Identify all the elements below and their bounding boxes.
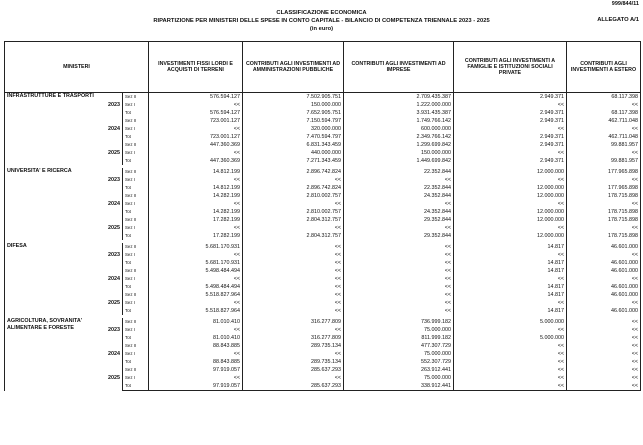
ministry-name: DIFESA [5, 243, 101, 315]
row-type: Sez II [125, 292, 137, 297]
amount-cell: 97.919.057 [149, 366, 243, 374]
column-header-contributi-estero: CONTRIBUTI AGLI INVESTIMENTI A ESTERO [567, 42, 641, 93]
expenditure-table [4, 41, 641, 391]
row-type: Sez I [125, 276, 136, 281]
amount-cell: 5.000.000 [454, 318, 567, 326]
amount-cell: 12.000.000 [454, 232, 567, 240]
row-type: Sez I [125, 201, 136, 206]
table-row [5, 366, 641, 374]
amount-cell: 46.601.000 [567, 267, 641, 275]
amount-cell: 5.681.170.931 [149, 259, 243, 267]
amount-cell: 14.817 [454, 259, 567, 267]
amount-cell: << [149, 149, 243, 157]
amount-cell: << [454, 350, 567, 358]
amount-cell: << [454, 224, 567, 232]
amount-cell: << [567, 149, 641, 157]
fiscal-year: 2024 [101, 342, 123, 366]
amount-cell: << [344, 267, 454, 275]
fiscal-year: 2025 [101, 291, 123, 315]
amount-cell: 5.498.484.494 [149, 267, 243, 275]
amount-cell: 736.999.182 [344, 318, 454, 326]
amount-cell: << [344, 283, 454, 291]
table-row [5, 117, 641, 125]
amount-cell: 81.010.410 [149, 334, 243, 342]
amount-cell: << [243, 200, 344, 208]
amount-cell: 462.711.048 [567, 133, 641, 141]
amount-cell: 2.896.742.824 [243, 168, 344, 176]
amount-cell: << [149, 224, 243, 232]
amount-cell: 5.498.484.494 [149, 283, 243, 291]
amount-cell: 6.831.343.459 [243, 141, 344, 149]
amount-cell: << [454, 176, 567, 184]
amount-cell: 2.810.002.757 [243, 208, 344, 216]
row-type: Sez I [125, 300, 136, 305]
amount-cell: 2.949.371 [454, 157, 567, 165]
amount-cell: << [344, 200, 454, 208]
row-type: Sez I [125, 150, 136, 155]
amount-cell: << [454, 149, 567, 157]
amount-cell: 12.000.000 [454, 216, 567, 224]
amount-cell: 2.949.371 [454, 109, 567, 117]
fiscal-year: 2024 [101, 117, 123, 141]
amount-cell: 2.709.435.387 [344, 93, 454, 102]
amount-cell: 17.282.199 [149, 232, 243, 240]
amount-cell: << [243, 275, 344, 283]
row-type: Tot [125, 134, 131, 139]
table-row [5, 267, 641, 275]
amount-cell: 5.000.000 [454, 334, 567, 342]
table-row [5, 243, 641, 251]
amount-cell: << [243, 267, 344, 275]
amount-cell: 177.965.898 [567, 168, 641, 176]
amount-cell: << [243, 283, 344, 291]
row-type: Sez I [125, 351, 136, 356]
amount-cell: 1.749.766.142 [344, 117, 454, 125]
amount-cell: 440.000.000 [243, 149, 344, 157]
amount-cell: 29.352.844 [344, 216, 454, 224]
table-body [5, 93, 641, 391]
row-type: Sez I [125, 327, 136, 332]
amount-cell: 150.000.000 [243, 101, 344, 109]
amount-cell: 477.307.729 [344, 342, 454, 350]
amount-cell: 46.601.000 [567, 283, 641, 291]
amount-cell: 1.299.699.842 [344, 141, 454, 149]
table-row [5, 93, 641, 102]
amount-cell: << [567, 318, 641, 326]
amount-cell: 14.817 [454, 267, 567, 275]
column-header-contributi-amministrazioni: CONTRIBUTI AGLI INVESTIMENTI AD AMMINISTRAZIONI PUBBLICHE [243, 42, 344, 93]
amount-cell: 289.735.134 [243, 342, 344, 350]
amount-cell: << [149, 275, 243, 283]
amount-cell: << [243, 259, 344, 267]
amount-cell: 178.715.898 [567, 232, 641, 240]
row-type: Sez II [125, 193, 137, 198]
amount-cell: << [149, 326, 243, 334]
row-type: Tot [125, 158, 131, 163]
row-type: Sez II [125, 367, 137, 372]
column-header-contributi-imprese: CONTRIBUTI AGLI INVESTIMENTI AD IMPRESE [344, 42, 454, 93]
fiscal-year: 2024 [101, 192, 123, 216]
amount-cell: 22.352.844 [344, 168, 454, 176]
column-header-investimenti-fissi: INVESTIMENTI FISSI LORDI E ACQUISTI DI TERRENI [149, 42, 243, 93]
amount-cell: 81.010.410 [149, 318, 243, 326]
amount-cell: 7.470.594.797 [243, 133, 344, 141]
amount-cell: 289.735.134 [243, 358, 344, 366]
document-subtitle: RIPARTIZIONE PER MINISTERI DELLE SPESE IN CONTO CAPITALE - BILANCIO DI COMPETENZA TRIENNALE 2023 - 2025 [153, 18, 490, 24]
amount-cell: << [344, 259, 454, 267]
amount-cell: << [454, 275, 567, 283]
amount-cell: << [243, 299, 344, 307]
amount-cell: << [567, 358, 641, 366]
amount-cell: 24.352.844 [344, 208, 454, 216]
amount-cell: 99.881.957 [567, 157, 641, 165]
fiscal-year: 2025 [101, 366, 123, 391]
fiscal-year: 2025 [101, 216, 123, 240]
currency-note: (in euro) [309, 26, 334, 32]
amount-cell: 5.518.827.964 [149, 307, 243, 315]
amount-cell: 576.594.127 [149, 109, 243, 117]
amount-cell: << [149, 125, 243, 133]
amount-cell: 178.715.898 [567, 192, 641, 200]
amount-cell: << [149, 299, 243, 307]
amount-cell: << [567, 200, 641, 208]
amount-cell: 7.502.905.751 [243, 93, 344, 102]
row-type: Sez II [125, 268, 137, 273]
amount-cell: 29.352.844 [344, 232, 454, 240]
amount-cell: << [567, 299, 641, 307]
amount-cell: 811.999.182 [344, 334, 454, 342]
row-type: Sez II [125, 142, 137, 147]
amount-cell: << [149, 350, 243, 358]
amount-cell: << [454, 125, 567, 133]
amount-cell: 12.000.000 [454, 208, 567, 216]
amount-cell: 600.000.000 [344, 125, 454, 133]
amount-cell: 462.711.048 [567, 117, 641, 125]
row-type: Sez II [125, 118, 137, 123]
amount-cell: 7.271.343.459 [243, 157, 344, 165]
amount-cell: << [149, 374, 243, 382]
amount-cell: 46.601.000 [567, 307, 641, 315]
amount-cell: << [567, 382, 641, 391]
amount-cell: << [344, 224, 454, 232]
row-type: Sez II [125, 343, 137, 348]
amount-cell: 2.949.371 [454, 141, 567, 149]
amount-cell: 1.222.000.000 [344, 101, 454, 109]
amount-cell: 320.000.000 [243, 125, 344, 133]
amount-cell: << [344, 307, 454, 315]
amount-cell: 88.843.885 [149, 342, 243, 350]
amount-cell: << [454, 299, 567, 307]
amount-cell: 99.881.957 [567, 141, 641, 149]
amount-cell: 14.817 [454, 291, 567, 299]
amount-cell: << [454, 374, 567, 382]
amount-cell: << [454, 366, 567, 374]
amount-cell: 285.637.293 [243, 382, 344, 391]
row-type: Sez I [125, 252, 136, 257]
amount-cell: 75.000.000 [344, 326, 454, 334]
document-title: CLASSIFICAZIONE ECONOMICA [276, 10, 367, 16]
amount-cell: 177.965.898 [567, 184, 641, 192]
row-type: Tot [125, 284, 131, 289]
amount-cell: << [454, 326, 567, 334]
amount-cell: 46.601.000 [567, 291, 641, 299]
amount-cell: << [344, 251, 454, 259]
amount-cell: 150.000.000 [344, 149, 454, 157]
fiscal-year: 2023 [101, 243, 123, 267]
row-type: Tot [125, 209, 131, 214]
ministry-name: INFRASTRUTTURE E TRASPORTI [5, 93, 101, 166]
amount-cell: << [567, 326, 641, 334]
amount-cell: << [243, 243, 344, 251]
row-type: Tot [125, 359, 131, 364]
table-row [5, 141, 641, 149]
row-type: Sez I [125, 225, 136, 230]
amount-cell: << [149, 101, 243, 109]
amount-cell: 2.804.312.757 [243, 216, 344, 224]
fiscal-year: 2023 [101, 168, 123, 192]
amount-cell: << [567, 176, 641, 184]
amount-cell: 1.449.699.842 [344, 157, 454, 165]
amount-cell: << [243, 307, 344, 315]
amount-cell: << [243, 326, 344, 334]
amount-cell: 447.360.369 [149, 157, 243, 165]
amount-cell: 2.896.742.824 [243, 184, 344, 192]
amount-cell: 178.715.898 [567, 216, 641, 224]
amount-cell: << [344, 291, 454, 299]
amount-cell: 552.307.729 [344, 358, 454, 366]
table-header [5, 42, 641, 93]
amount-cell: << [567, 350, 641, 358]
table-row [5, 216, 641, 224]
amount-cell: 14.282.199 [149, 208, 243, 216]
amount-cell: << [567, 334, 641, 342]
amount-cell: << [567, 101, 641, 109]
amount-cell: << [567, 125, 641, 133]
amount-cell: << [567, 366, 641, 374]
amount-cell: 12.000.000 [454, 184, 567, 192]
row-type: Sez II [125, 169, 137, 174]
row-type: Tot [125, 185, 131, 190]
amount-cell: 447.360.369 [149, 141, 243, 149]
fiscal-year: 2024 [101, 267, 123, 291]
amount-cell: 97.919.057 [149, 382, 243, 391]
ministry-name: UNIVERSITA' E RICERCA [5, 168, 101, 240]
amount-cell: 316.277.809 [243, 318, 344, 326]
amount-cell: 46.601.000 [567, 243, 641, 251]
amount-cell: 2.949.371 [454, 93, 567, 102]
amount-cell: << [567, 275, 641, 283]
fiscal-year: 2023 [101, 318, 123, 342]
table-row [5, 168, 641, 176]
amount-cell: << [567, 342, 641, 350]
amount-cell: 2.949.371 [454, 117, 567, 125]
amount-cell: << [344, 299, 454, 307]
table-row [5, 291, 641, 299]
amount-cell: 46.601.000 [567, 259, 641, 267]
amount-cell: 316.277.809 [243, 334, 344, 342]
row-type: Tot [125, 110, 131, 115]
amount-cell: << [454, 342, 567, 350]
row-type: Sez II [125, 217, 137, 222]
amount-cell: << [243, 291, 344, 299]
amount-cell: << [454, 200, 567, 208]
amount-cell: << [243, 176, 344, 184]
amount-cell: 2.810.002.757 [243, 192, 344, 200]
row-type: Sez II [125, 244, 137, 249]
amount-cell: << [567, 251, 641, 259]
row-type: Sez I [125, 177, 136, 182]
amount-cell: 7.652.905.751 [243, 109, 344, 117]
amount-cell: 7.150.594.797 [243, 117, 344, 125]
amount-cell: << [454, 101, 567, 109]
amount-cell: 14.282.199 [149, 192, 243, 200]
amount-cell: << [344, 275, 454, 283]
amount-cell: 22.352.844 [344, 184, 454, 192]
amount-cell: 5.518.827.964 [149, 291, 243, 299]
amount-cell: 75.000.000 [344, 374, 454, 382]
amount-cell: 263.912.441 [344, 366, 454, 374]
amount-cell: 14.817 [454, 243, 567, 251]
amount-cell: 68.117.398 [567, 109, 641, 117]
row-type: Sez I [125, 126, 136, 131]
amount-cell: << [243, 224, 344, 232]
amount-cell: 2.349.766.142 [344, 133, 454, 141]
amount-cell: 14.817 [454, 307, 567, 315]
row-type: Sez I [125, 102, 136, 107]
amount-cell: 723.001.127 [149, 133, 243, 141]
amount-cell: 3.931.435.387 [344, 109, 454, 117]
amount-cell: << [567, 374, 641, 382]
amount-cell: 2.804.312.757 [243, 232, 344, 240]
table-row [5, 192, 641, 200]
row-type: Sez II [125, 319, 137, 324]
fiscal-year: 2025 [101, 141, 123, 165]
amount-cell: 14.812.199 [149, 184, 243, 192]
page-number: 999/844/11 [611, 1, 639, 7]
amount-cell: 24.352.844 [344, 192, 454, 200]
amount-cell: << [344, 176, 454, 184]
row-type: Tot [125, 233, 131, 238]
attachment-label: ALLEGATO A/1 [597, 17, 639, 23]
amount-cell: << [454, 382, 567, 391]
row-type: Tot [125, 308, 131, 313]
amount-cell: << [243, 374, 344, 382]
ministry-name: AGRICOLTURA, SOVRANITA' ALIMENTARE E FORESTE [5, 318, 101, 391]
amount-cell: 17.282.199 [149, 216, 243, 224]
table-row [5, 318, 641, 326]
table-row [5, 342, 641, 350]
amount-cell: 12.000.000 [454, 168, 567, 176]
amount-cell: 12.000.000 [454, 192, 567, 200]
amount-cell: << [454, 358, 567, 366]
row-type: Tot [123, 382, 149, 391]
amount-cell: 68.117.398 [567, 93, 641, 102]
amount-cell: 14.817 [454, 283, 567, 291]
row-type: Sez I [125, 375, 136, 380]
row-type: Tot [125, 335, 131, 340]
amount-cell: 723.001.127 [149, 117, 243, 125]
amount-cell: << [567, 224, 641, 232]
amount-cell: 5.681.170.931 [149, 243, 243, 251]
amount-cell: 2.949.371 [454, 133, 567, 141]
fiscal-year: 2023 [101, 93, 123, 118]
amount-cell: 338.912.441 [344, 382, 454, 391]
amount-cell: << [344, 243, 454, 251]
amount-cell: << [149, 200, 243, 208]
column-header-ministeri: MINISTERI [5, 42, 149, 93]
row-type: Tot [125, 260, 131, 265]
amount-cell: 75.000.000 [344, 350, 454, 358]
amount-cell: 14.812.199 [149, 168, 243, 176]
amount-cell: << [454, 251, 567, 259]
column-header-contributi-famiglie: CONTRIBUTI AGLI INVESTIMENTI A FAMIGLIE E ISTITUZIONI SOCIALI PRIVATE [454, 42, 567, 93]
row-type: Sez II [125, 94, 137, 99]
amount-cell: << [243, 251, 344, 259]
amount-cell: << [149, 251, 243, 259]
amount-cell: 88.843.885 [149, 358, 243, 366]
amount-cell: << [149, 176, 243, 184]
amount-cell: << [243, 350, 344, 358]
amount-cell: 178.715.898 [567, 208, 641, 216]
amount-cell: 285.637.293 [243, 366, 344, 374]
amount-cell: 576.594.127 [149, 93, 243, 102]
